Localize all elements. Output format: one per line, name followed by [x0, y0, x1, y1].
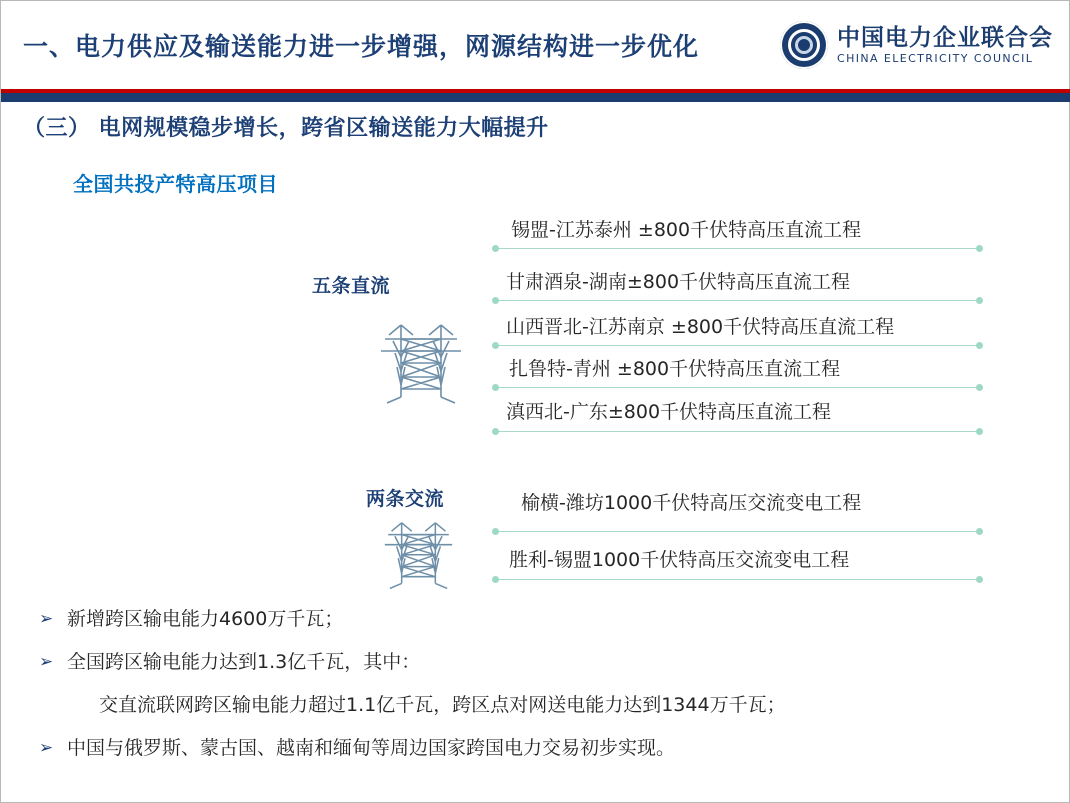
list-item [39, 606, 1039, 632]
list-item: 扎鲁特-青州 ±800千伏特高压直流工程 [509, 358, 841, 380]
divider-navy [1, 93, 1070, 102]
bullet-list [39, 606, 1039, 778]
connector-dot [976, 428, 983, 435]
connector-dot [492, 245, 499, 252]
group-label-dc: 五条直流 [312, 275, 391, 297]
connector-line [496, 345, 981, 346]
list-item: 山西晋北-江苏南京 ±800千伏特高压直流工程 [506, 316, 895, 338]
connector-dot [492, 384, 499, 391]
group-label-ac: 两条交流 [366, 488, 445, 510]
connector-dot [976, 384, 983, 391]
list-item: 滇西北-广东±800千伏特高压直流工程 [506, 401, 832, 423]
section-heading: （三） 电网规模稳步增长，跨省区输送能力大幅提升 [23, 116, 549, 141]
connector-dot [976, 528, 983, 535]
connector-dot [492, 297, 499, 304]
connector-dot [976, 576, 983, 583]
connector-line [496, 300, 981, 301]
connector-dot [976, 245, 983, 252]
list-item [39, 649, 1039, 675]
page-title: 一、电力供应及输送能力进一步增强，网源结构进一步优化 [23, 32, 700, 61]
transmission-tower-icon [371, 311, 471, 406]
list-item: 甘肃酒泉-湖南±800千伏特高压直流工程 [506, 271, 851, 293]
connector-line [496, 579, 981, 580]
bullet-text: 全国跨区输电能力达到1.3亿千瓦，其中： [67, 651, 421, 673]
connector-dot [492, 528, 499, 535]
logo-text-en: CHINA ELECTRICITY COUNCIL [837, 51, 1034, 65]
logo-text-cn: 中国电力企业联合会 [837, 24, 1053, 51]
list-item: 锡盟-江苏泰州 ±800千伏特高压直流工程 [511, 219, 862, 241]
connector-dot [976, 297, 983, 304]
cec-circle-logo-icon [780, 21, 828, 69]
connector-dot [492, 576, 499, 583]
transmission-tower-icon [376, 511, 461, 591]
list-item [39, 735, 1039, 761]
slide-header [1, 1, 1070, 94]
list-item: 胜利-锡盟1000千伏特高压交流变电工程 [509, 549, 850, 571]
bullet-arrow-icon: ➢ [39, 738, 54, 758]
bullet-text: 中国与俄罗斯、蒙古国、越南和缅甸等周边国家跨国电力交易初步实现。 [67, 737, 676, 759]
bullet-arrow-icon: ➢ [39, 652, 54, 672]
bullet-subtext: 交直流联网跨区输电能力超过1.1亿千瓦，跨区点对网送电能力达到1344万千瓦； [99, 694, 786, 716]
bullet-text: 新增跨区输电能力4600万千瓦； [67, 608, 344, 630]
connector-line [496, 431, 981, 432]
connector-dot [976, 342, 983, 349]
organization-logo [780, 21, 1053, 69]
connector-line [496, 531, 981, 532]
connector-dot [492, 428, 499, 435]
bullet-arrow-icon: ➢ [39, 609, 54, 629]
list-item: 榆横-潍坊1000千伏特高压交流变电工程 [521, 492, 862, 514]
connector-line [496, 387, 981, 388]
connector-dot [492, 342, 499, 349]
sub-heading: 全国共投产特高压项目 [73, 172, 278, 196]
connector-line [496, 248, 981, 249]
